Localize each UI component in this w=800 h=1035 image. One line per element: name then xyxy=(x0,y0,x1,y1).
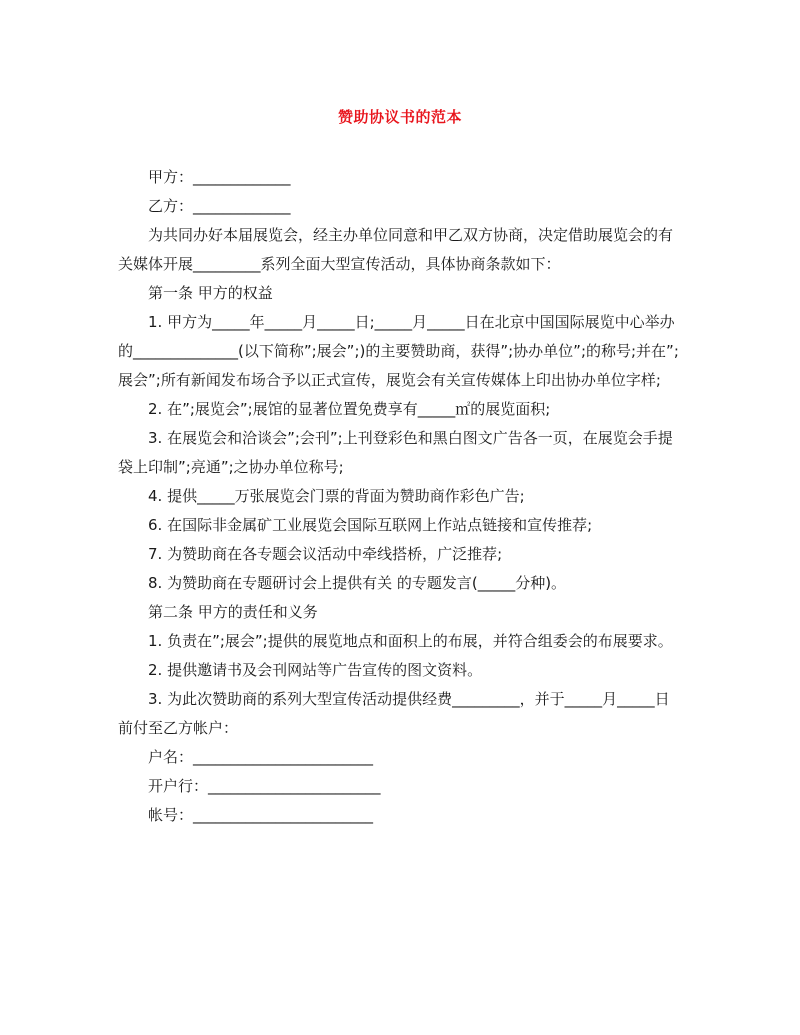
intro-paragraph: 为共同办好本届展览会，经主办单位同意和甲乙双方协商，决定借助展览会的有关媒体开展_________系列全面大型宣传活动，具体协商条款如下： xyxy=(118,226,674,273)
article-1-item-4: 4. 提供_____万张展览会门票的背面为赞助商作彩色广告; xyxy=(148,487,525,505)
article-1-item-8: 8. 为赞助商在专题研讨会上提供有关 的专题发言(_____分种)。 xyxy=(148,574,567,592)
party-a-line: 甲方：_____________ xyxy=(148,168,291,186)
article-1-heading: 第一条 甲方的权益 xyxy=(148,284,273,302)
document-title: 赞助协议书的范本 xyxy=(337,108,462,126)
article-2-item-2: 2. 提供邀请书及会刊网站等广告宣传的图文资料。 xyxy=(148,661,483,679)
article-2-item-3: 3. 为此次赞助商的系列大型宣传活动提供经费_________，并于_____月_____日前付至乙方帐户： xyxy=(118,690,670,737)
account-name-line: 户名：________________________ xyxy=(148,748,374,766)
article-2-heading: 第二条 甲方的责任和义务 xyxy=(148,603,318,621)
article-1-item-1: 1. 甲方为_____年_____月_____日;_____月_____日在北京中国国际展览中心举办的______________(以下简称”;展会”;)的主要赞助商，获得”;协办单位”;的称号;并在”;展会”;所有新闻发布场合予以正式宣传，展览会有关宣传媒体上印出协办单位字样; xyxy=(118,313,679,389)
document-body xyxy=(118,163,684,830)
article-1-item-3: 3. 在展览会和洽谈会”;会刊”;上刊登彩色和黑白图文广告各一页，在展览会手提袋上印制”;亮通”;之协办单位称号; xyxy=(118,429,673,476)
account-number-line: 帐号：________________________ xyxy=(148,806,374,824)
article-2-item-1: 1. 负责在”;展会”;提供的展览地点和面积上的布展，并符合组委会的布展要求。 xyxy=(148,632,673,650)
article-1-item-7: 7. 为赞助商在各专题会议活动中牵线搭桥，广泛推荐; xyxy=(148,545,503,563)
article-1-item-6: 6. 在国际非金属矿工业展览会国际互联网上作站点链接和宣传推荐; xyxy=(148,516,593,534)
party-b-line: 乙方：_____________ xyxy=(148,197,291,215)
article-1-item-2: 2. 在”;展览会”;展馆的显著位置免费享有_____㎡的展览面积; xyxy=(148,400,551,418)
bank-line: 开户行：_______________________ xyxy=(148,777,381,795)
